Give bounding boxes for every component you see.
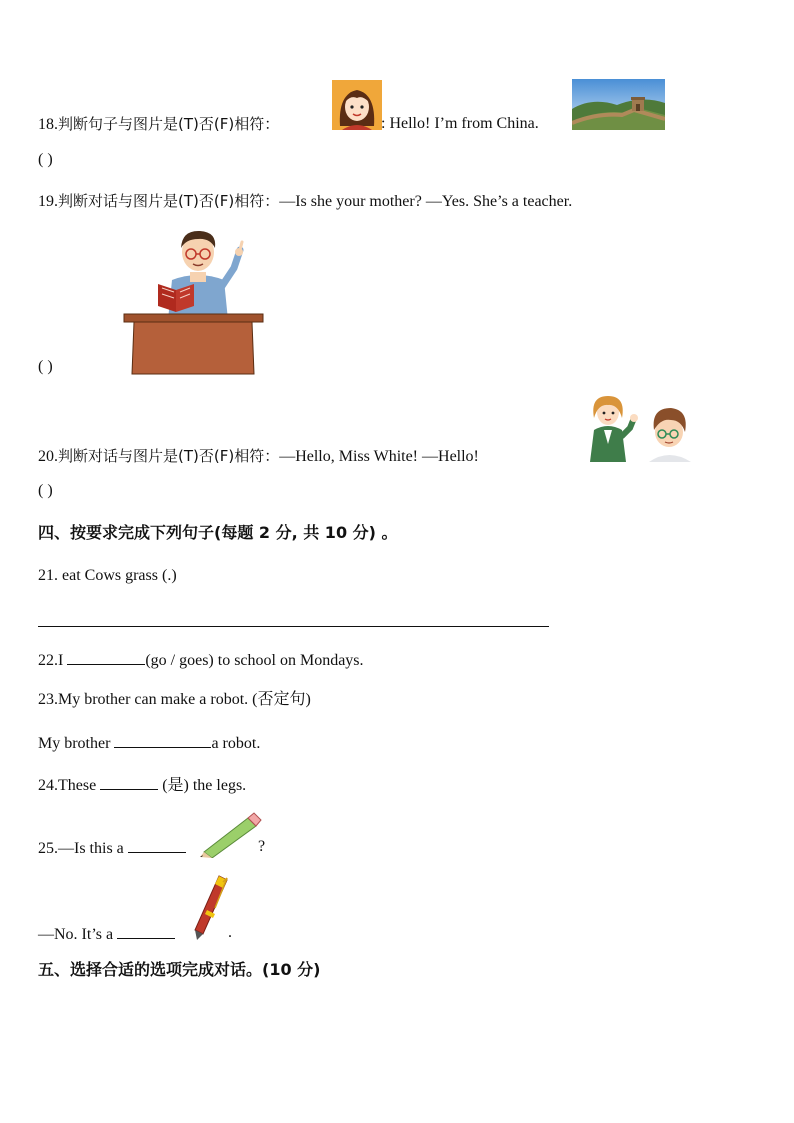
q19-prompt: 判断对话与图片是(T)否(F)相符： [58,192,280,210]
q25-answer-prefix: —No. It’s a [38,926,118,943]
q23-suffix: a robot. [211,735,261,752]
q23-answer-line [38,732,260,754]
q25-answer-blank[interactable] [117,923,175,939]
q19-dialog: —Is she your mother? —Yes. She’s a teacher. [279,193,573,210]
section4-title: 四、按要求完成下列句子(每题 2 分, 共 10 分) 。 [38,523,398,542]
q21-answer-line[interactable] [38,626,549,627]
q18-sentence: : Hello! I’m from China. [381,115,539,132]
q25-qmark: ? [258,838,266,855]
q25-line [38,837,186,859]
q20-paren: ( ) [38,482,53,499]
q20-prompt: 判断对话与图片是(T)否(F)相符： [58,447,280,465]
q19-line [38,191,572,212]
q25-blank[interactable] [128,837,186,853]
q20-line [38,446,479,467]
q22-prefix: 22.I [38,652,68,669]
q23-blank[interactable] [114,732,211,748]
q20-dialog: —Hello, Miss White! —Hello! [279,448,479,465]
pencil-image [198,810,262,858]
q23-question: 23.My brother can make a robot. (否定句) [38,691,311,708]
boy-image [643,404,695,462]
q24-blank[interactable] [100,774,158,790]
q22-blank[interactable] [67,649,145,665]
q24-prefix: 24.These [38,777,101,794]
q21-text: 21. eat Cows grass (.) [38,567,177,584]
pen-image [189,874,229,940]
teacher-at-desk-image [122,228,264,376]
q24-suffix: (是) the legs. [158,777,247,794]
q18-paren: ( ) [38,151,53,168]
q25-answer-line [38,923,175,945]
q24-line [38,774,246,796]
q18-number: 18. [38,116,58,133]
miss-white-image [584,392,640,462]
q20-number: 20. [38,448,58,465]
q23-text [38,690,311,710]
q18-prompt: 判断句子与图片是(T)否(F)相符： [58,115,280,133]
great-wall-image [572,79,665,130]
q22-suffix: (go / goes) to school on Mondays. [145,652,364,669]
section5-title: 五、选择合适的选项完成对话。(10 分) [38,960,321,979]
q19-number: 19. [38,193,58,210]
q18-line [38,114,279,135]
q19-paren: ( ) [38,358,53,375]
q25-period: . [228,924,232,941]
q22-line [38,649,364,671]
q25-prefix: 25.—Is this a [38,840,128,857]
q23-prefix: My brother [38,735,115,752]
girl-portrait-image [332,80,382,130]
